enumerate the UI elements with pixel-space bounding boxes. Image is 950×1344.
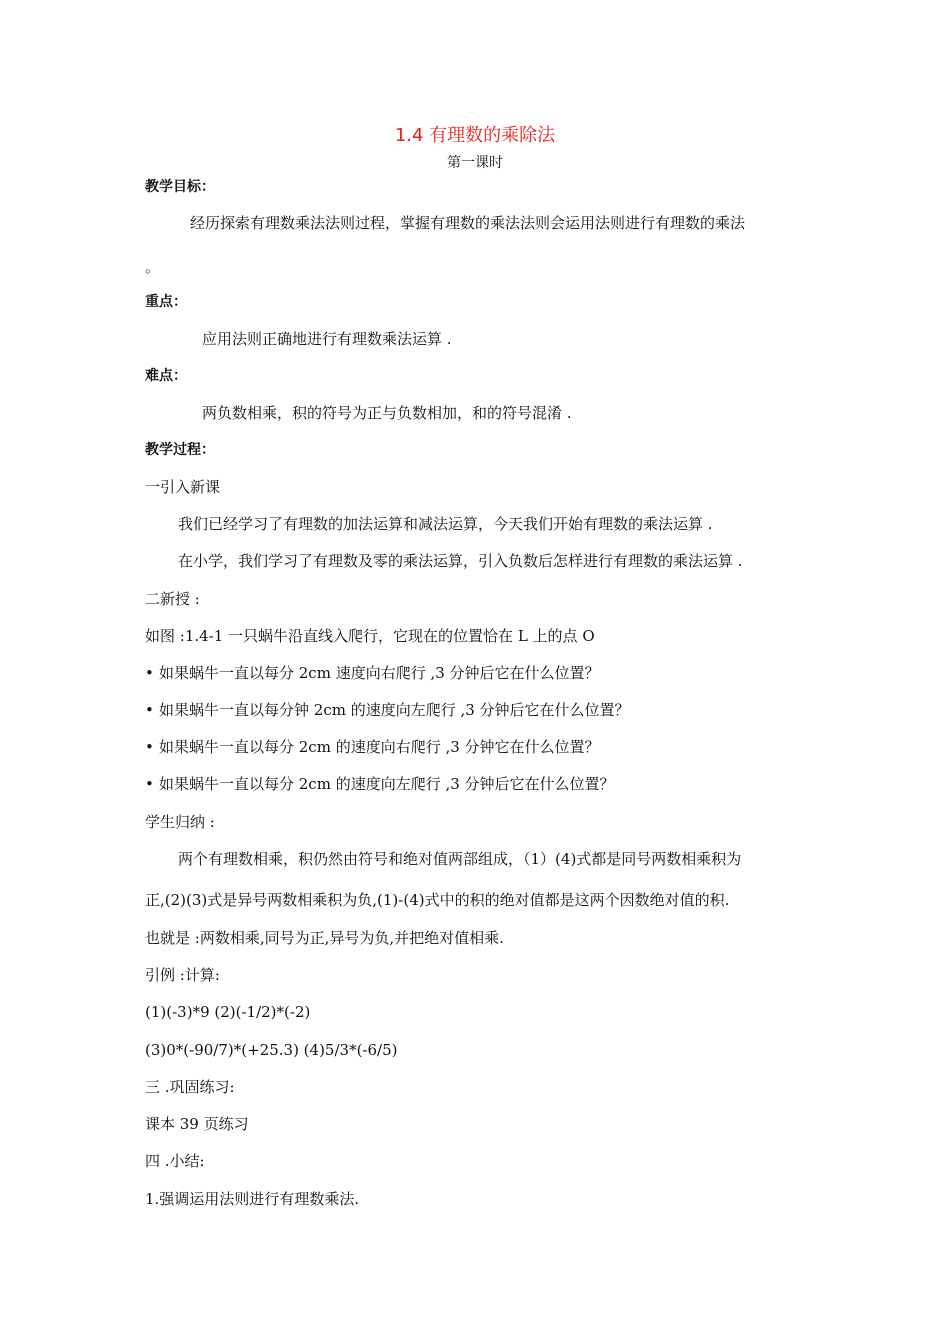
summary-heading: 学生归纳 :: [145, 813, 215, 831]
goal-heading: 教学目标：: [145, 179, 215, 195]
page-title: 1.4 有理数的乘除法: [394, 125, 556, 146]
bullet-icon: •: [145, 738, 154, 756]
bullet-item: [145, 737, 600, 757]
example-line-1: (1)(-3)*9 (2)(-1/2)*(-2): [145, 1003, 311, 1021]
bullet-text: 如果蜗牛一直以每分 2cm 的速度向右爬行 ,3 分钟它在什么位置？: [159, 738, 600, 756]
difficulty-text: 两负数相乘，积的符号为正与负数相加，和的符号混淆 .: [202, 404, 572, 422]
bullet-item: [145, 663, 600, 683]
section-intro-heading: 一引入新课: [145, 478, 221, 496]
process-heading: 教学过程：: [145, 442, 215, 458]
difficulty-heading: 难点：: [145, 368, 187, 384]
intro-paragraph-2: 在小学，我们学习了有理数及零的乘法运算，引入负数后怎样进行有理数的乘法运算 .: [178, 552, 743, 570]
key-heading: 重点：: [145, 294, 187, 310]
bullet-text: 如果蜗牛一直以每分钟 2cm 的速度向左爬行 ,3 分钟后它在什么位置？: [159, 701, 630, 719]
intro-paragraph-1: 我们已经学习了有理数的加法运算和减法运算，今天我们开始有理数的乘法运算 .: [178, 515, 713, 533]
figure-description: 如图 :1.4-1 一只蜗牛沿直线入爬行，它现在的位置恰在 L 上的点 O: [145, 627, 595, 645]
bullet-item: [145, 700, 630, 720]
summary-paragraph-1: 两个有理数相乘，积仍然由符号和绝对值两部组成，（1）(4)式都是同号两数相乘积为: [178, 850, 742, 868]
section-summary-heading: 四 .小结:: [145, 1152, 205, 1170]
section-practice-heading: 三 .巩固练习:: [145, 1078, 235, 1096]
rule-statement: 也就是 :两数相乘,同号为正,异号为负,并把绝对值相乘.: [145, 929, 504, 947]
page-subtitle: 第一课时: [447, 155, 503, 171]
bullet-item: [145, 774, 615, 794]
bullet-text: 如果蜗牛一直以每分 2cm 的速度向左爬行 ,3 分钟后它在什么位置？: [159, 775, 615, 793]
example-heading: 引例 :计算:: [145, 966, 220, 984]
bullet-icon: •: [145, 701, 154, 719]
summary-paragraph-2: 正,(2)(3)式是异号两数相乘积为负,(1)-(4)式中的积的绝对值都是这两个因数绝对值的积.: [145, 891, 730, 909]
goal-text: 经历探索有理数乘法法则过程，掌握有理数的乘法法则会运用法则进行有理数的乘法: [190, 214, 746, 232]
example-line-2: (3)0*(-90/7)*(+25.3) (4)5/3*(-6/5): [145, 1041, 398, 1059]
bullet-icon: •: [145, 775, 154, 793]
key-text: 应用法则正确地进行有理数乘法运算 .: [202, 330, 452, 348]
section-new-heading: 二新授 :: [145, 590, 200, 608]
conclusion-item-1: 1.强调运用法则进行有理数乘法.: [145, 1190, 360, 1208]
practice-text: 课本 39 页练习: [145, 1115, 249, 1133]
bullet-text: 如果蜗牛一直以每分 2cm 速度向右爬行 ,3 分钟后它在什么位置？: [159, 664, 600, 682]
goal-text-end: 。: [145, 258, 161, 276]
bullet-icon: •: [145, 664, 154, 682]
